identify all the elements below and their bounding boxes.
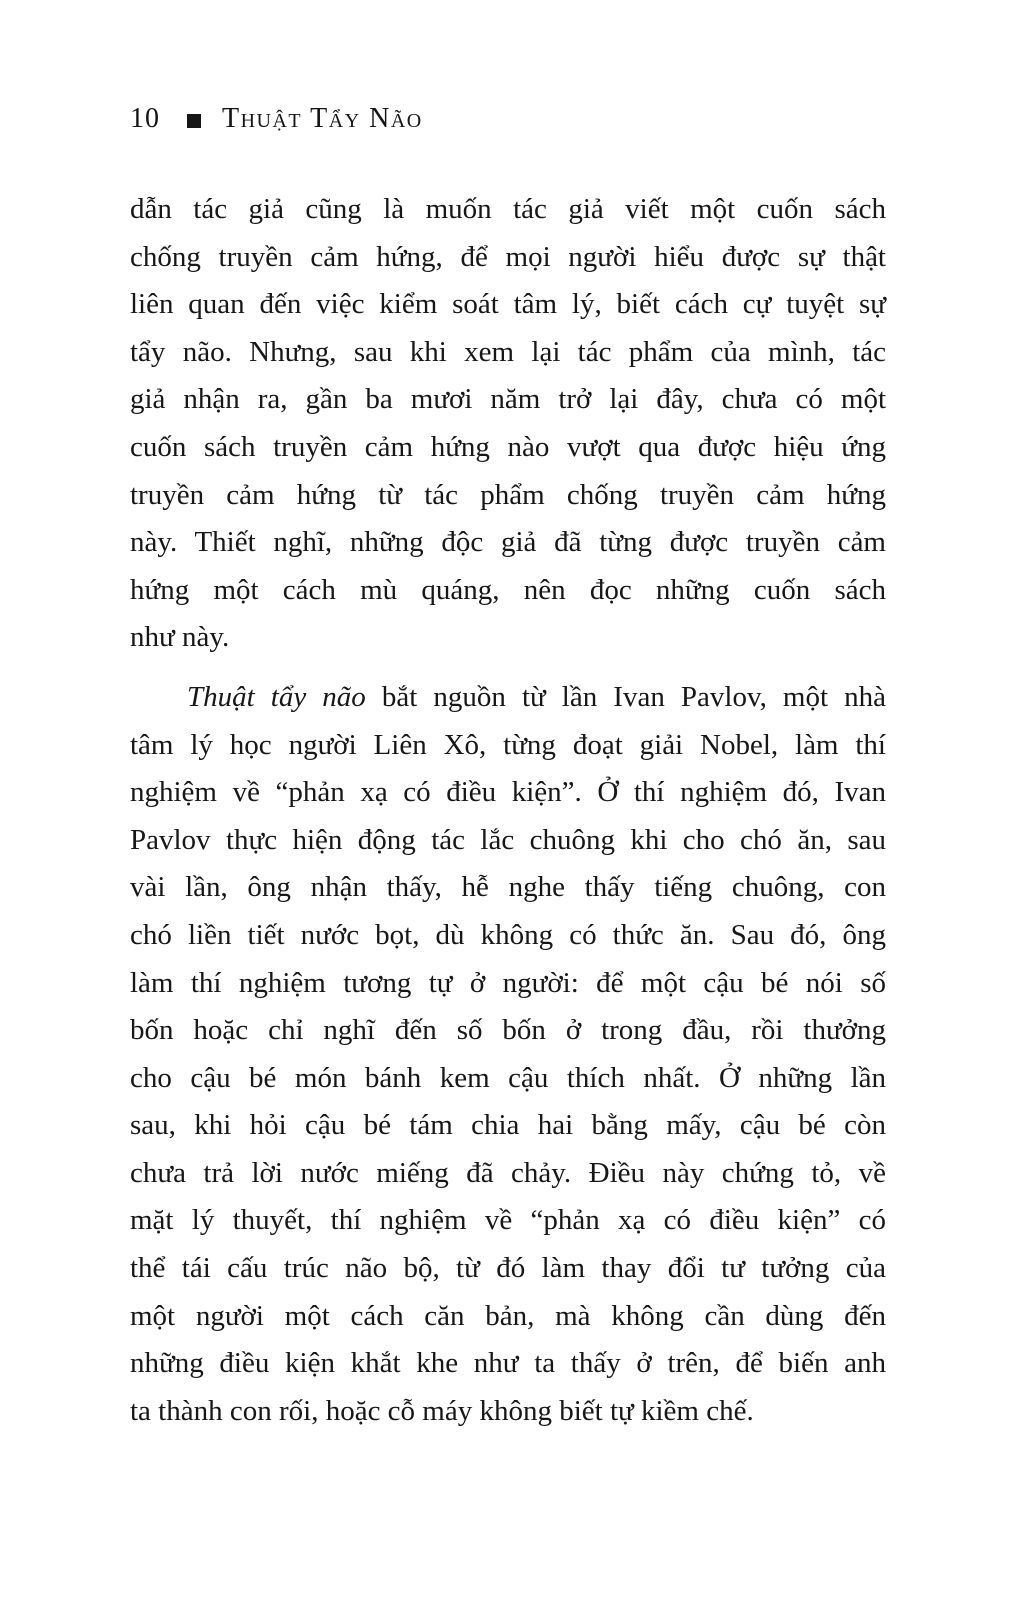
text-line: mặt lý thuyết, thí nghiệm về “phản xạ có điều kiện” có <box>130 1204 886 1237</box>
text-line: những điều kiện khắt khe như ta thấy ở trên, để biến anh <box>130 1347 886 1380</box>
text-line: nghiệm về “phản xạ có điều kiện”. Ở thí nghiệm đó, Ivan <box>130 776 886 809</box>
paragraph-1 <box>130 186 886 662</box>
text-line: giả nhận ra, gần ba mươi năm trở lại đây, chưa có một <box>130 383 886 416</box>
text-line: vài lần, ông nhận thấy, hễ nghe thấy tiếng chuông, con <box>130 871 886 904</box>
text-line: như này. <box>130 621 230 654</box>
page-number: 10 <box>130 103 160 134</box>
text-line: một người một cách căn bản, mà không cần dùng đến <box>130 1299 886 1332</box>
text-line: Pavlov thực hiện động tác lắc chuông khi cho chó ăn, sau <box>130 823 886 856</box>
text-line: liên quan đến việc kiểm soát tâm lý, biết cách cự tuyệt sự <box>130 288 886 321</box>
text-line: làm thí nghiệm tương tự ở người: để một cậu bé nói số <box>130 966 886 999</box>
text-line: thể tái cấu trúc não bộ, từ đó làm thay đổi tư tưởng của <box>130 1252 886 1285</box>
page-header <box>130 100 423 138</box>
text-line: chó liền tiết nước bọt, dù không có thức ăn. Sau đó, ông <box>130 918 886 951</box>
text-line: dẫn tác giả cũng là muốn tác giả viết một cuốn sách <box>130 193 886 225</box>
text-line: sau, khi hỏi cậu bé tám chia hai bằng mấy, cậu bé còn <box>130 1109 886 1142</box>
running-title: Thuật Tẩy Não <box>222 103 423 134</box>
book-title-italic: Thuật tẩy não <box>187 680 366 713</box>
body-text <box>130 186 886 1435</box>
text-line <box>130 674 886 722</box>
text-line: truyền cảm hứng từ tác phẩm chống truyền cảm hứng <box>130 478 886 511</box>
text-line: tẩy não. Nhưng, sau khi xem lại tác phẩm của mình, tác <box>130 335 886 368</box>
paragraph-2 <box>130 674 886 1436</box>
text-line: chống truyền cảm hứng, để mọi người hiểu được sự thật <box>130 240 886 273</box>
square-bullet-icon <box>187 114 201 128</box>
text-line: ta thành con rối, hoặc cỗ máy không biết tự kiềm chế. <box>130 1394 754 1427</box>
text-line: bốn hoặc chỉ nghĩ đến số bốn ở trong đầu, rồi thưởng <box>130 1014 886 1047</box>
text-line: cho cậu bé món bánh kem cậu thích nhất. Ở những lần <box>130 1061 886 1094</box>
text-line: cuốn sách truyền cảm hứng nào vượt qua được hiệu ứng <box>130 430 886 463</box>
text-line: này. Thiết nghĩ, những độc giả đã từng được truyền cảm <box>130 526 886 559</box>
text-line: tâm lý học người Liên Xô, từng đoạt giải Nobel, làm thí <box>130 728 886 761</box>
text-line: chưa trả lời nước miếng đã chảy. Điều này chứng tỏ, về <box>130 1156 886 1189</box>
text-span: bắt nguồn từ lần Ivan Pavlov, một nhà <box>365 680 886 713</box>
text-line: hứng một cách mù quáng, nên đọc những cuốn sách <box>130 573 886 606</box>
